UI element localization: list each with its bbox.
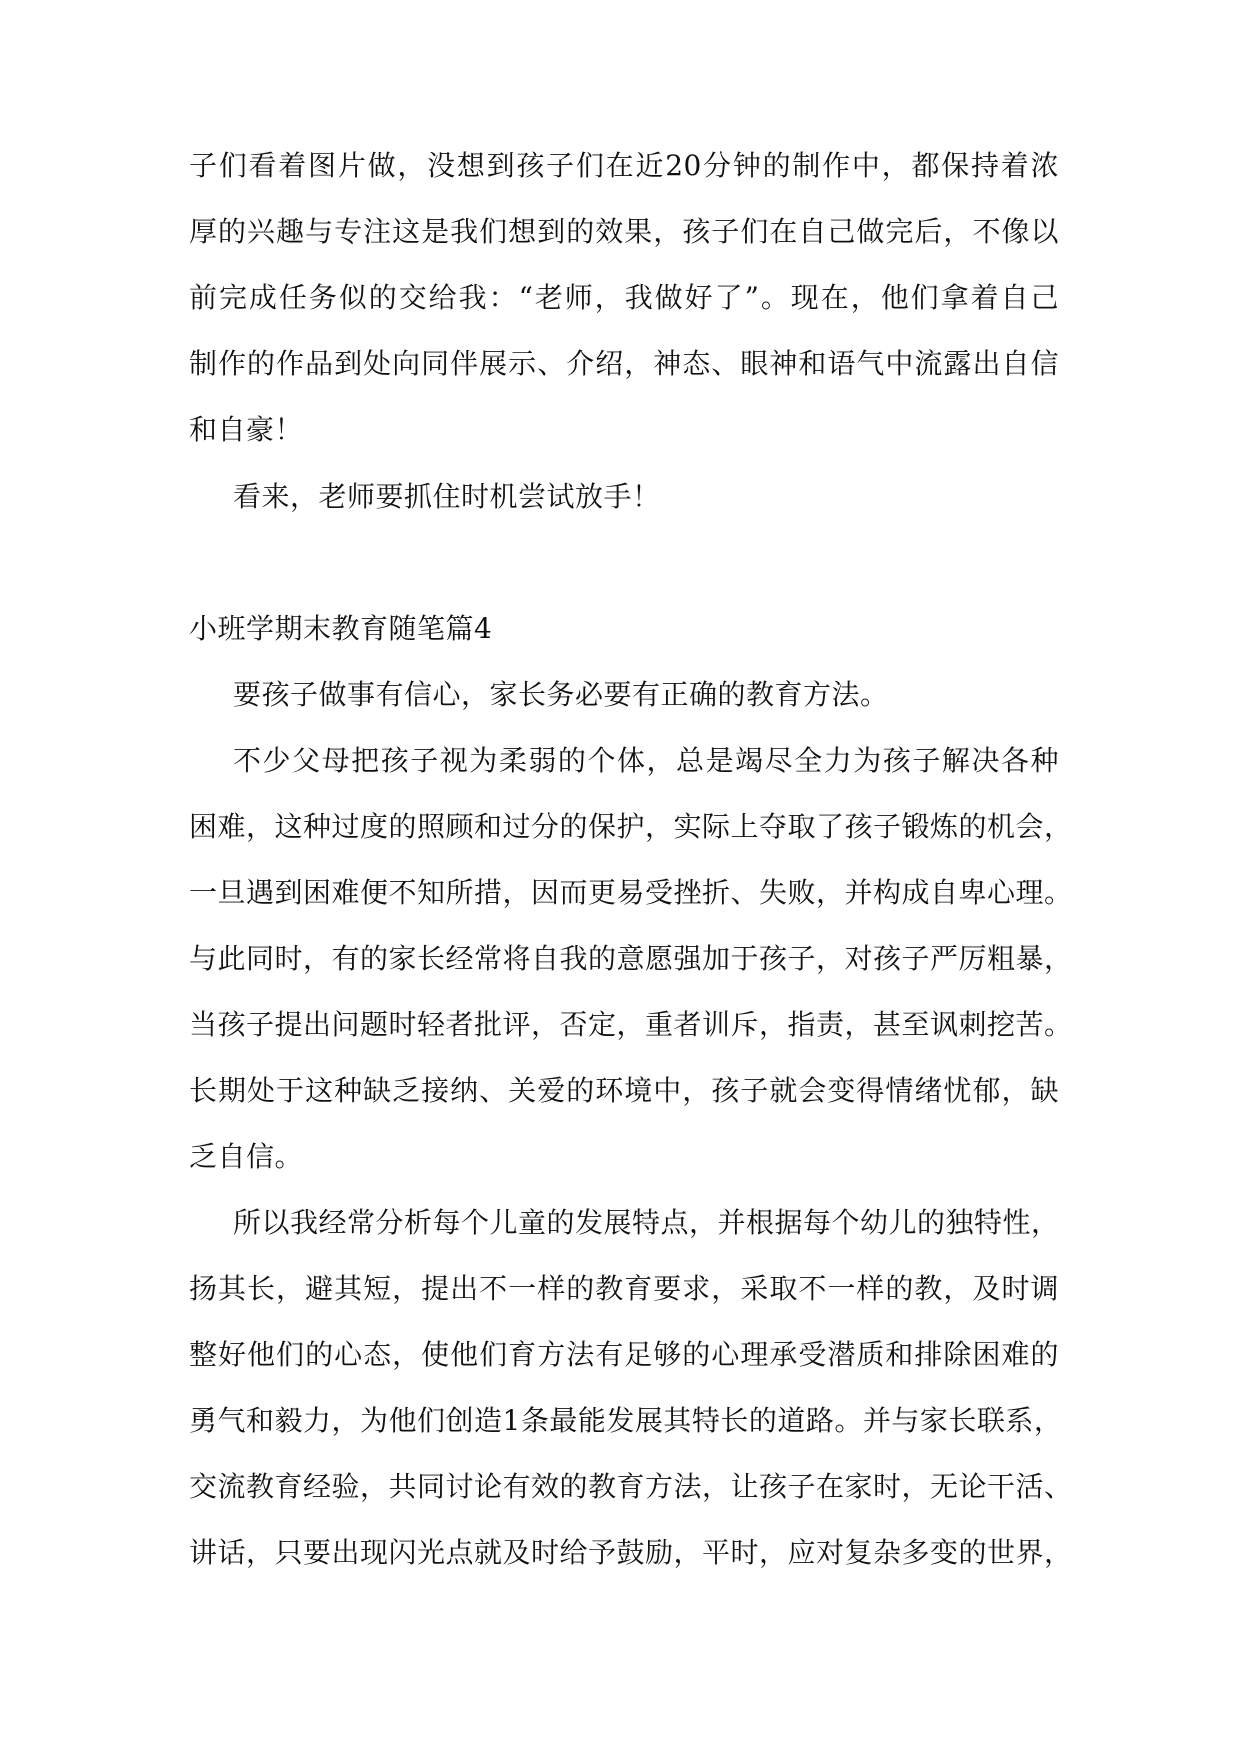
paragraph-line: 和自豪！ (189, 413, 304, 446)
paragraph-line: 制作的作品到处向同伴展示、介绍，神态、眼神和语气中流露出自信 (189, 347, 1059, 380)
paragraph-line: 整好他们的心态，使他们育方法有足够的心理承受潜质和排除困难的 (189, 1338, 1059, 1371)
paragraph-line: 所以我经常分析每个儿童的发展特点，并根据每个幼儿的独特性， (233, 1206, 1060, 1239)
paragraph-line: 勇气和毅力，为他们创造1条最能发展其特长的道路。并与家长联系， (189, 1404, 1063, 1437)
paragraph-line: 一旦遇到困难便不知所措，因而更易受挫折、失败，并构成自卑心理。 (189, 876, 1073, 909)
paragraph-line: 讲话，只要出现闪光点就及时给予鼓励，平时，应对复杂多变的世界， (189, 1536, 1073, 1569)
paragraph-line: 与此同时，有的家长经常将自我的意愿强加于孩子，对孩子严厉粗暴， (189, 942, 1073, 975)
section-heading: 小班学期末教育随笔篇4 (189, 612, 493, 645)
closing-line: 看来，老师要抓住时机尝试放手！ (233, 480, 661, 513)
paragraph-line: 交流教育经验，共同讨论有效的教育方法，让孩子在家时，无论干活、 (189, 1470, 1073, 1503)
paragraph-line: 不少父母把孩子视为柔弱的个体，总是竭尽全力为孩子解决各种 (233, 744, 1059, 777)
paragraph-line: 前完成任务似的交给我：“老师，我做好了”。现在，他们拿着自己 (189, 281, 1059, 314)
paragraph-line: 扬其长，避其短，提出不一样的教育要求，采取不一样的教，及时调 (189, 1272, 1059, 1305)
paragraph-line: 乏自信。 (189, 1140, 304, 1173)
intro-line: 要孩子做事有信心，家长务必要有正确的教育方法。 (233, 678, 889, 711)
paragraph-line: 厚的兴趣与专注这是我们想到的效果，孩子们在自己做完后，不像以 (189, 215, 1059, 248)
paragraph-line: 当孩子提出问题时轻者批评，否定，重者训斥，指责，甚至讽刺挖苦。 (189, 1008, 1073, 1041)
paragraph-line: 长期处于这种缺乏接纳、关爱的环境中，孩子就会变得情绪忧郁，缺 (189, 1074, 1059, 1107)
paragraph-line: 子们看着图片做，没想到孩子们在近20分钟的制作中，都保持着浓 (189, 149, 1059, 182)
paragraph-line: 困难，这种过度的照顾和过分的保护，实际上夺取了孩子锻炼的机会， (189, 810, 1073, 843)
